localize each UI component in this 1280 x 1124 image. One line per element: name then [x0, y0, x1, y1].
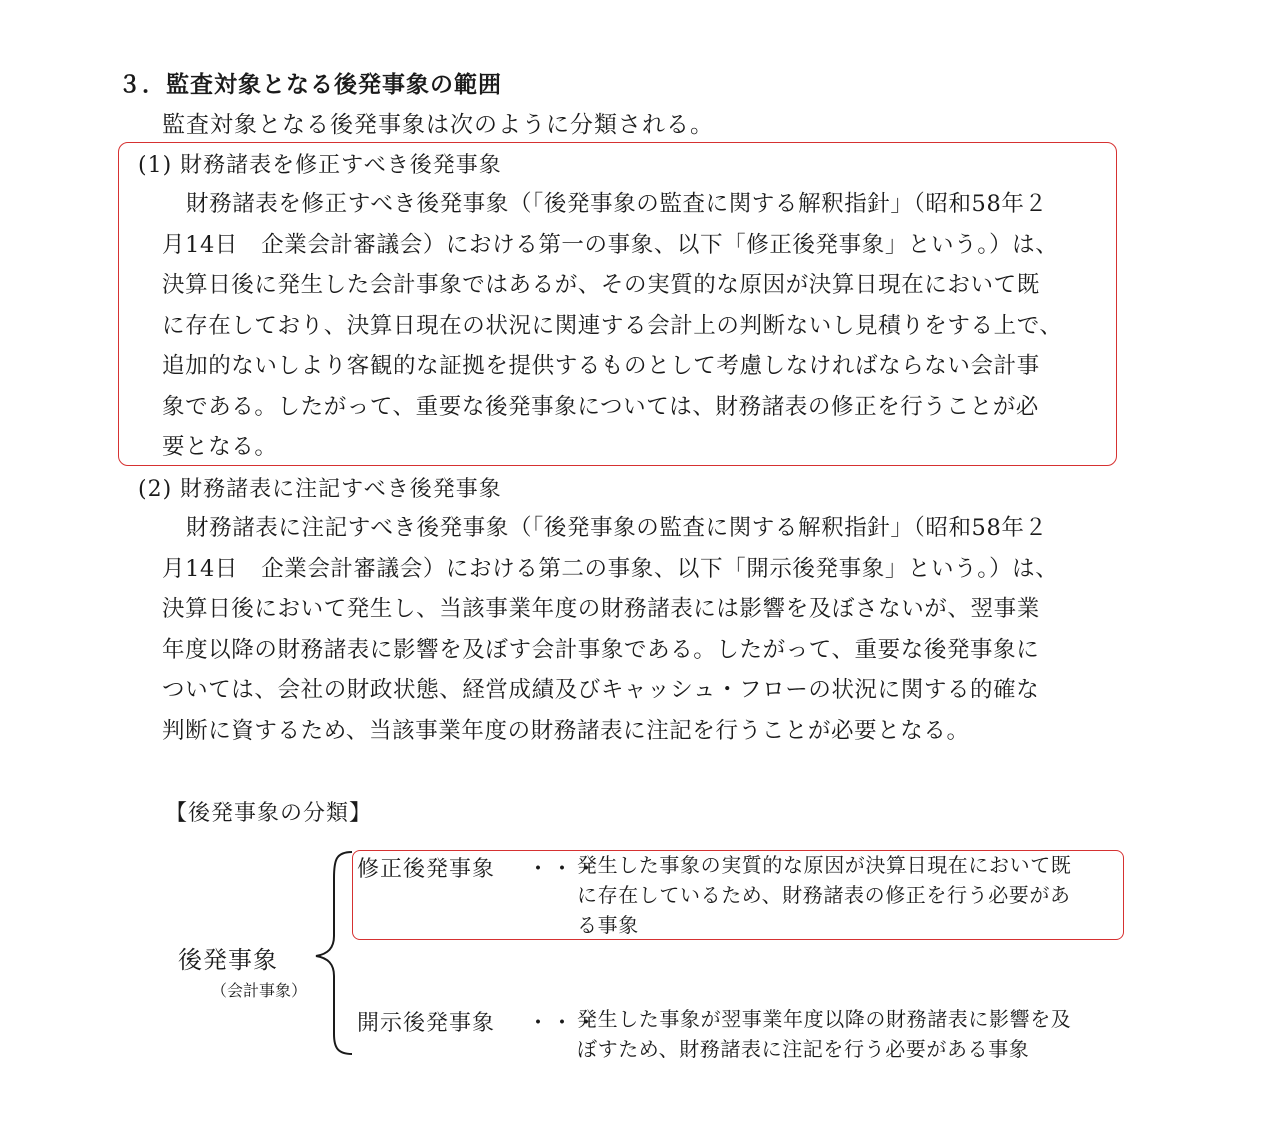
item1-line: 要となる。 [162, 434, 278, 460]
item2-title: (2) 財務諸表に注記すべき後発事象 [138, 477, 502, 502]
item1-line: 財務諸表を修正すべき後発事象（「後発事象の監査に関する解釈指針」（昭和58年２ [186, 191, 1048, 217]
item1-line: 決算日後に発生した会計事象ではあるが、その実質的な原因が決算日現在において既 [162, 272, 1040, 298]
item1-line: 象である。したがって、重要な後発事象については、財務諸表の修正を行うことが必 [162, 393, 1039, 420]
section-heading: ３．監査対象となる後発事象の範囲 [118, 72, 502, 98]
item1-line: 月14日 企業会計審議会）における第一の事象、以下「修正後発事象」という。）は、 [162, 231, 1059, 258]
branch-label-disclosure: 開示後発事象 [357, 1011, 496, 1036]
item2-line: ついては、会社の財政状態、経営成績及びキャッシュ・フローの状況に関する的確な [162, 677, 1040, 703]
branch-label-revision: 修正後発事象 [357, 857, 496, 882]
branch-desc-disclosure [577, 1004, 1071, 1064]
item2-line: 決算日後において発生し、当該事業年度の財務諸表には影響を及ぼさないが、翌事業 [162, 596, 1040, 622]
item2-line: 月14日 企業会計審議会）における第二の事象、以下「開示後発事象」という。）は、 [162, 555, 1059, 582]
branch-dots: ・・・ [527, 1011, 600, 1036]
item2-line: 財務諸表に注記すべき後発事象（「後発事象の監査に関する解釈指針」（昭和58年２ [186, 515, 1048, 541]
item1-line: に存在しており、決算日現在の状況に関連する会計上の判断ないし見積りをする上で、 [162, 312, 1063, 339]
item2-line: 年度以降の財務諸表に影響を及ぼす会計事象である。したがって、重要な後発事象に [162, 636, 1040, 663]
item1-line: 追加的ないしより客観的な証拠を提供するものとして考慮しなければならない会計事 [162, 353, 1040, 379]
branch-dots: ・・・ [527, 857, 600, 882]
item2-paragraph [162, 508, 1092, 751]
item2-line: 判断に資するため、当該事業年度の財務諸表に注記を行うことが必要となる。 [162, 717, 970, 744]
desc-line: 発生した事象の実質的な原因が決算日現在において既 [577, 853, 1072, 877]
section-intro: 監査対象となる後発事象は次のように分類される。 [162, 112, 714, 138]
classification-root-sublabel: （会計事象） [211, 981, 308, 1000]
item1-title: (1) 財務諸表を修正すべき後発事象 [138, 153, 502, 178]
branch-desc-revision [577, 850, 1071, 940]
classification-title: 【後発事象の分類】 [165, 801, 373, 826]
desc-line: に存在しているため、財務諸表の修正を行う必要があ [577, 883, 1071, 907]
curly-brace-icon [308, 848, 358, 1058]
desc-line: 発生した事象が翌事業年度以降の財務諸表に影響を及 [577, 1007, 1072, 1031]
desc-line: ぼすため、財務諸表に注記を行う必要がある事象 [577, 1037, 1030, 1061]
desc-line: る事象 [577, 913, 639, 937]
classification-root-label: 後発事象 [178, 946, 278, 974]
item1-paragraph [162, 184, 1092, 468]
